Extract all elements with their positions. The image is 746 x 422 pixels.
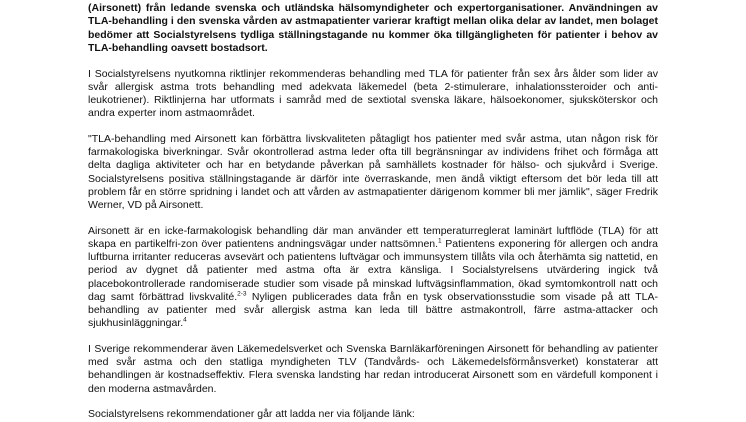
guidelines-paragraph: I Socialstyrelsens nyutkomna riktlinjer rekommenderas behandling med TLA för patienter från sex års ålder som lider av svår allergisk astma trots behandling med adekvata läkemedel (beta 2-stimulerare, inhalationssteroider och anti-leukotriener). Riktlinjerna har utformats i samråd med de sextiotal svenska läkare, hälsoekonomer, sjuksköterskor och andra experter inom astmaområdet. (88, 67, 658, 120)
treatment-text-c: Nyligen publicerades data från en tysk observationsstudie som visade på att TLA-behandling av patienter med svår allergisk astma kan leda till bättre astmakontroll, färre astma-attacker och sjukhusinläggningar. (88, 290, 658, 330)
footnote-ref-1: 1 (438, 237, 442, 245)
press-release-body (88, 0, 658, 422)
footnote-ref-4: 4 (183, 316, 187, 324)
treatment-text-b: Patientens exponering för allergen och andra luftburna irritanter reduceras avsevärt och patientens luftvägar och immunsystem tillåts vila och återhämta sig nattetid, en period av dygnet då patienter med astma ofta är extra känsliga. I Socialstyrelsens utvärdering ingick två placebokontrollerade randomiserade studier som visade på minskad luftvägsinflammation, ökad symtomkontroll natt och dag samt förbättrad livskvalité. (88, 238, 658, 303)
intro-paragraph: (Airsonett) från ledande svenska och utländska hälsomyndigheter och expertorganisationer. Användningen av TLA-behandling i den svenska vården av astmapatienter varierar kraftigt mellan olika delar av landet, men bolaget bedömer att Socialstyrelsens tydliga ställningstagande nu kommer öka tillgängligheten för patienter i behov av TLA-behandling oavsett bostadsort. (88, 2, 658, 54)
treatment-text-a: Airsonett är en icke-farmakologisk behandling där man använder ett temperaturreglerat laminärt luftflöde (TLA) för att skapa en partikelfri-zon över patientens andningsvägar under nattsömnen. (88, 224, 658, 251)
download-link-intro: Socialstyrelsens rekommendationer går att ladda ner via följande länk: (88, 408, 415, 421)
ceo-quote-paragraph: "TLA-behandling med Airsonett kan förbättra livskvaliteten påtagligt hos patienter med svår astma, utan någon risk för farmakologiska biverkningar. Svår okontrollerad astma leder ofta till begränsningar av individens frihet och förmåga att delta dagliga aktiviteter och har en betydande påverkan på samhällets kostnader för hälso- och sjukvård i Sverige. Socialstyrelsens positiva ställningstagande är därför inte överraskande, men ändå viktigt eftersom det bör leda till att problem får en större spridning i landet och att vården av astmapatienter därigenom kommer bli mer jämlik", säger Fredrik Werner, VD på Airsonett. (88, 133, 658, 212)
recommendations-paragraph: I Sverige rekommenderar även Läkemedelsverket och Svenska Barnläkarföreningen Airsonett för behandling av patienter med svår astma och den statliga myndigheten TLV (Tandvårds- och Läkemedelsförmånsverket) konstaterar att behandlingen är kostnadseffektiv. Flera svenska landsting har redan introducerat Airsonett som en värdefull komponent i den moderna astmavården. (88, 343, 658, 395)
footnote-ref-2-3: 2-3 (237, 290, 247, 298)
treatment-description-paragraph (88, 225, 658, 331)
